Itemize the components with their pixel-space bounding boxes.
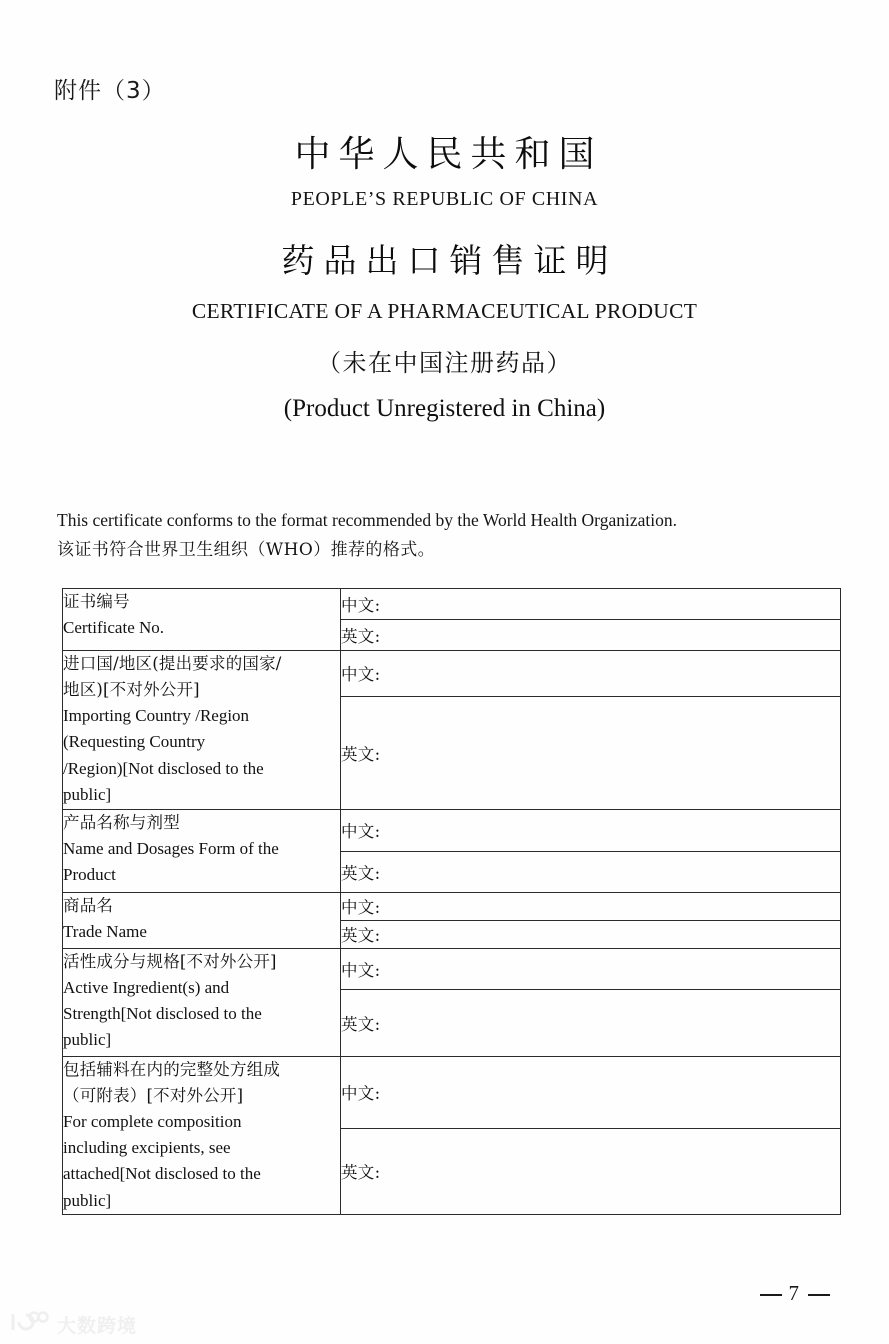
row-label-cell [63,948,341,1056]
row-label-chinese: 进口国/地区(提出要求的国家/ [63,654,282,673]
row-label-english: (Requesting Country [63,732,206,752]
value-prefix-english: 英文: [341,627,381,646]
row-label-chinese: 包括辅料在内的完整处方组成 [63,1059,281,1079]
watermark-text: 大数跨境 [57,1315,138,1337]
value-cell-english[interactable] [341,920,841,948]
row-label-chinese: 证书编号 [63,592,130,611]
row-label-english: /Region)[Not disclosed to the [63,758,264,778]
value-prefix-chinese: 中文: [341,1084,381,1104]
row-label-english: public] [63,1190,112,1210]
row-label-cell [63,1056,341,1215]
title-country-english: PEOPLE’S REPUBLIC OF CHINA [290,188,599,210]
value-prefix-chinese: 中文: [341,898,381,917]
value-prefix-english: 英文: [341,1014,381,1034]
page-number-value: 7 [788,1281,801,1305]
value-prefix-chinese: 中文: [341,960,381,980]
title-subtitle-english: (Product Unregistered in China) [283,395,606,422]
watermark [10,1311,137,1338]
intro-paragraph [57,508,817,563]
title-subtitle-chinese: （未在中国注册药品） [317,349,572,377]
value-cell-chinese[interactable] [341,589,841,620]
row-label-english: Product [63,864,116,884]
value-cell-english[interactable] [341,696,841,809]
row-label-cell [63,651,341,810]
watermark-logo-icon [10,1311,50,1338]
value-prefix-chinese: 中文: [341,596,381,615]
row-label-cell [63,589,341,651]
title-country-chinese: 中华人民共和国 [294,134,603,175]
intro-chinese: 该证书符合世界卫生组织（WHO）推荐的格式。 [57,540,436,561]
row-label-english: public] [63,1030,112,1050]
table-row [63,948,841,989]
row-label-chinese: 商品名 [63,895,114,915]
title-main-english: CERTIFICATE OF A PHARMACEUTICAL PRODUCT [191,299,698,323]
page-number-dash-left [760,1294,782,1296]
certificate-table [62,588,841,1215]
value-cell-chinese[interactable] [341,1056,841,1128]
value-prefix-english: 英文: [341,863,381,883]
value-cell-chinese[interactable] [341,809,841,851]
row-label-english: attached[Not disclosed to the [63,1164,261,1184]
row-label-english: For complete composition [63,1111,242,1131]
row-label-chinese: （可附表）[不对外公开] [63,1085,244,1105]
value-cell-chinese[interactable] [341,651,841,697]
row-label-english: Strength[Not disclosed to the [63,1003,262,1023]
value-cell-english[interactable] [341,851,841,892]
row-label-english: Certificate No. [63,618,165,638]
row-label-cell [63,809,341,892]
title-block [0,132,889,423]
value-cell-english[interactable] [341,989,841,1056]
page-number-dash-right [808,1294,830,1296]
attachment-label: 附件（3） [54,78,166,104]
table-row [63,651,841,697]
row-label-english: Active Ingredient(s) and [63,977,230,997]
row-label-chinese: 活性成分与规格[不对外公开] [63,951,277,971]
value-cell-chinese[interactable] [341,892,841,920]
value-cell-chinese[interactable] [341,948,841,989]
value-prefix-english: 英文: [341,1163,381,1183]
row-label-english: Name and Dosages Form of the [63,838,279,858]
row-label-english: public] [63,785,112,805]
value-prefix-english: 英文: [341,744,381,764]
value-cell-english[interactable] [341,620,841,651]
page-number [753,1281,838,1306]
row-label-chinese: 产品名称与剂型 [63,812,180,832]
row-label-cell [63,892,341,948]
value-prefix-chinese: 中文: [341,822,381,841]
row-label-english: including excipients, see [63,1137,231,1157]
title-main-chinese: 药品出口销售证明 [281,241,618,280]
row-label-english: Importing Country /Region [63,706,250,726]
value-prefix-english: 英文: [341,926,381,945]
table-row [63,589,841,620]
table-row [63,1056,841,1128]
intro-english: This certificate conforms to the format recommended by the World Health Organization. [57,510,677,530]
table-row [63,892,841,920]
value-cell-english[interactable] [341,1128,841,1214]
value-prefix-chinese: 中文: [341,665,381,685]
row-label-chinese: 地区)[不对外公开] [63,680,200,700]
table-row [63,809,841,851]
row-label-english: Trade Name [63,921,147,941]
